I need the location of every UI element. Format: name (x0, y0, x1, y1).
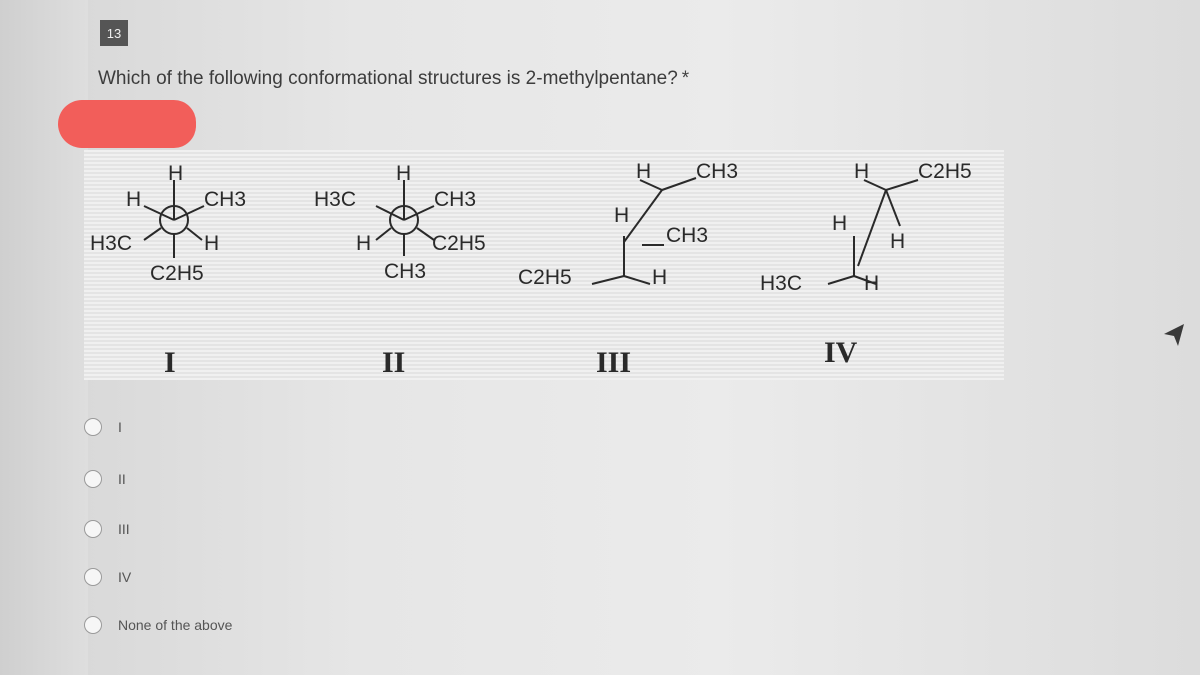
struct-III-top-left: H (636, 160, 652, 183)
struct-I-bottom: C2H5 (150, 262, 204, 285)
option-label: IV (118, 569, 132, 585)
struct-III-label: III (596, 346, 632, 379)
option-label: I (118, 419, 122, 435)
struct-III-bottom-left: C2H5 (518, 266, 572, 289)
option-label: None of the above (118, 617, 233, 633)
struct-I-label: I (164, 346, 176, 379)
required-asterisk: * (681, 68, 690, 89)
question-text-label: Which of the following conformational structures is 2-methylpentane? (98, 68, 678, 89)
struct-I-top: H (168, 162, 184, 185)
struct-II-upper-right: CH3 (434, 188, 477, 211)
option-IV[interactable] (84, 564, 131, 590)
struct-IV-front-right: H (890, 230, 906, 253)
struct-IV-bottom-right: H (864, 272, 880, 295)
radio-icon[interactable] (84, 520, 102, 538)
conformations-figure (84, 150, 1004, 380)
struct-I-upper-right: CH3 (204, 188, 247, 211)
mouse-pointer-icon (1160, 320, 1188, 350)
struct-IV-top-right: C2H5 (918, 160, 972, 183)
option-none[interactable] (84, 612, 232, 638)
struct-II-lower-left: H (356, 232, 372, 255)
option-label: III (118, 521, 130, 537)
struct-IV-label: IV (824, 336, 858, 369)
struct-IV-front-left: H (832, 212, 848, 235)
option-label: II (118, 471, 126, 487)
radio-icon[interactable] (84, 470, 102, 488)
struct-I-lower-right: H (204, 232, 220, 255)
question-text (98, 68, 689, 90)
struct-II-bottom: CH3 (384, 260, 427, 283)
struct-IV-bottom-left: H3C (760, 272, 803, 295)
struct-III-front-left: H (614, 204, 630, 227)
radio-icon[interactable] (84, 568, 102, 586)
option-III[interactable] (84, 516, 130, 542)
option-I[interactable] (84, 414, 122, 440)
question-image (84, 150, 1004, 380)
option-II[interactable] (84, 466, 126, 492)
struct-II-lower-right: C2H5 (432, 232, 486, 255)
struct-II-label: II (382, 346, 406, 379)
struct-I-upper-left: H (126, 188, 142, 211)
struct-II-upper-left: H3C (314, 188, 357, 211)
radio-icon[interactable] (84, 616, 102, 634)
redaction-mark (58, 100, 196, 148)
struct-III-bottom-right: H (652, 266, 668, 289)
struct-III-top-right: CH3 (696, 160, 739, 183)
struct-IV-top-left: H (854, 160, 870, 183)
radio-icon[interactable] (84, 418, 102, 436)
struct-II-top: H (396, 162, 412, 185)
struct-III-front-right: CH3 (666, 224, 709, 247)
struct-I-lower-left: H3C (90, 232, 133, 255)
question-number: 13 (100, 20, 128, 46)
